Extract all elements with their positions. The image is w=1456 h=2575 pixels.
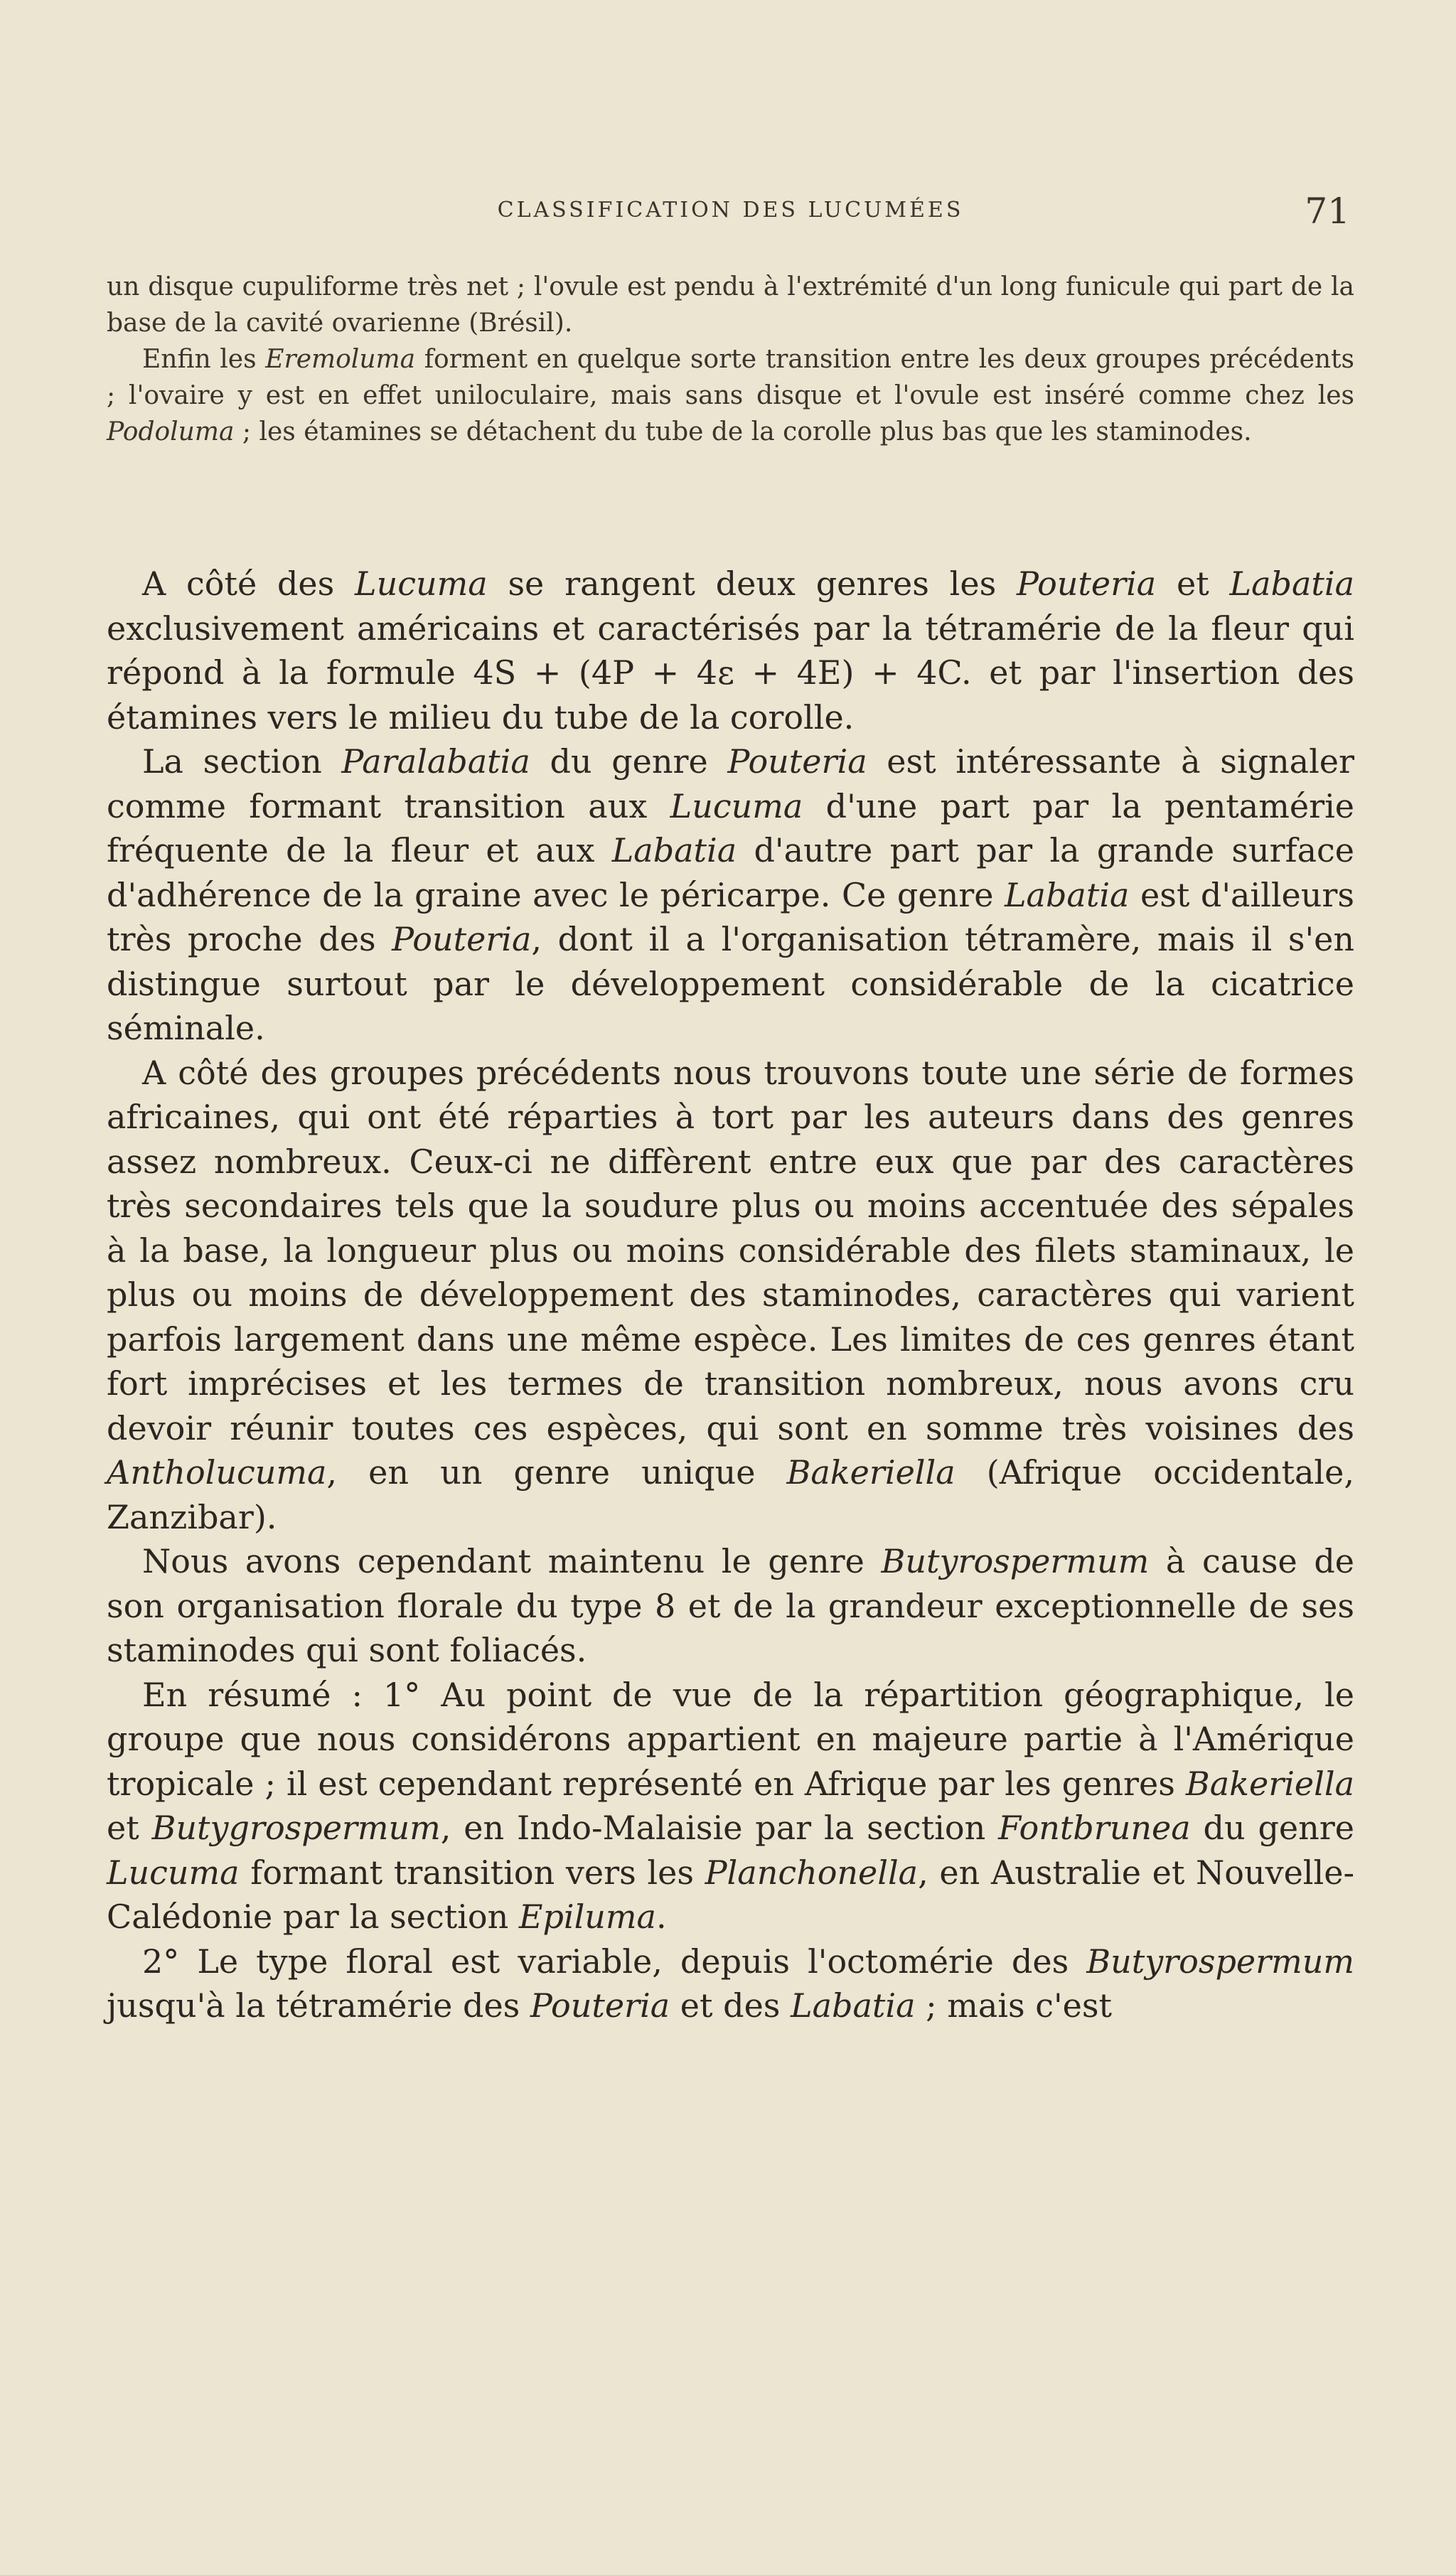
text-run: d'une part par la pentamérie fréquente de la fleur et aux xyxy=(107,786,1354,869)
text-run: ; mais c'est xyxy=(915,1986,1112,2025)
text-run: forment en quelque sorte transition entre les deux groupes précédents ; l'ovaire y est en effet uniloculaire, mais sans disque et l'ovule est inséré comme chez les xyxy=(107,345,1354,410)
text-run: un disque cupuliforme très net ; l'ovule est pendu à l'extrémité d'un long funicule qui part de la base de la cavité ovarienne (Brésil). xyxy=(107,272,1354,338)
paragraph-3 xyxy=(107,1051,1354,1540)
italic-term: Podoluma xyxy=(107,417,235,446)
text-run: Enfin les xyxy=(142,345,266,374)
italic-term: Bakeriella xyxy=(786,1453,956,1492)
text-run: jusqu'à la tétramérie des xyxy=(107,1986,530,2025)
italic-term: Butyrospermum xyxy=(881,1542,1150,1580)
text-run: formant transition vers les xyxy=(239,1853,705,1892)
italic-term: Labatia xyxy=(1005,875,1130,914)
text-run: et xyxy=(107,1809,152,1847)
italic-term: Pouteria xyxy=(530,1986,670,2025)
text-run: Nous avons cependant maintenu le genre xyxy=(142,1542,882,1580)
paragraph-5 xyxy=(107,1673,1354,1939)
text-run: (Afrique occidentale, Zanzibar). xyxy=(107,1453,1354,1536)
main-text-block xyxy=(107,562,1354,2028)
text-run: En résumé : 1° Au point de vue de la répartition géographique, le groupe que nous considérons appartient en majeure partie à l'Amérique tropicale ; il est cependant représenté en Afrique par les genres xyxy=(107,1675,1354,1803)
text-run: d'autre part par la grande surface d'adhérence de la graine avec le péricarpe. Ce genre xyxy=(107,831,1355,914)
italic-term: Planchonella xyxy=(705,1853,919,1892)
italic-term: Pouteria xyxy=(1016,564,1157,603)
italic-term: Eremoluma xyxy=(265,345,416,374)
text-run: est d'ailleurs très proche des xyxy=(107,875,1354,958)
text-run: La section xyxy=(142,742,342,781)
small-print-block xyxy=(107,269,1354,450)
paragraph-1 xyxy=(107,562,1354,739)
italic-term: Butygrospermum xyxy=(151,1809,441,1847)
text-run: 2° Le type floral est variable, depuis l'octomérie des xyxy=(142,1942,1087,1981)
text-run: exclusivement américains et caractérisés par la tétramérie de la fleur qui répond à la formule 4S + (4P + 4ε + 4E) + 4C. et par l'insertion des étamines vers le milieu du tube de la corolle. xyxy=(107,609,1354,737)
italic-term: Labatia xyxy=(611,831,737,869)
italic-term: Butyrospermum xyxy=(1086,1942,1354,1981)
text-run: du genre xyxy=(530,742,728,781)
text-run: et xyxy=(1156,564,1230,603)
italic-term: Lucuma xyxy=(107,1853,240,1892)
text-run: . xyxy=(655,1897,667,1936)
running-title: CLASSIFICATION DES LUCUMÉES xyxy=(497,198,964,223)
text-run: , en Australie et Nouvelle-Calédonie par la section xyxy=(107,1853,1354,1936)
text-run: du genre xyxy=(1190,1809,1354,1847)
italic-term: Pouteria xyxy=(727,742,867,781)
text-run: A côté des groupes précédents nous trouvons toute une série de formes africaines, qui ont été réparties à tort par les auteurs dans des genres assez nombreux. Ceux-ci ne diffèrent entre eux que par des caractères très secondaires tels que la soudure plus ou moins accentuée des sépales à la base, la longueur plus ou moins considérable des filets staminaux, le plus ou moins de développement des staminodes, caractères qui varient parfois largement dans une même espèce. Les limites de ces genres étant fort imprécises et les termes de transition nombreux, nous avons cru devoir réunir toutes ces espèces, qui sont en somme très voisines des xyxy=(107,1053,1354,1447)
text-run: se rangent deux genres les xyxy=(487,564,1017,603)
text-run: à cause de son organisation florale du type 8 et de la grandeur exceptionnelle de ses staminodes qui sont foliacés. xyxy=(107,1542,1354,1669)
italic-term: Fontbrunea xyxy=(998,1809,1191,1847)
text-run: , en un genre unique xyxy=(326,1453,787,1492)
paragraph-6 xyxy=(107,1939,1354,2028)
small-paragraph-1 xyxy=(107,269,1354,341)
small-paragraph-2 xyxy=(107,341,1354,450)
text-run: et des xyxy=(670,1986,791,2025)
italic-term: Bakeriella xyxy=(1185,1764,1354,1803)
paragraph-2 xyxy=(107,739,1354,1051)
italic-term: Paralabatia xyxy=(341,742,530,781)
text-run: , en Indo-Malaisie par la section xyxy=(440,1809,999,1847)
text-run: A côté des xyxy=(142,564,355,603)
italic-term: Lucuma xyxy=(355,564,488,603)
page-number: 71 xyxy=(1305,191,1350,232)
text-run: ; les étamines se détachent du tube de la corolle plus bas que les staminodes. xyxy=(234,417,1252,446)
italic-term: Lucuma xyxy=(670,786,803,825)
text-run: est intéressante à signaler comme formant transition aux xyxy=(107,742,1355,825)
paragraph-4 xyxy=(107,1539,1354,1673)
italic-term: Epiluma xyxy=(518,1897,656,1936)
italic-term: Labatia xyxy=(791,1986,916,2025)
italic-term: Labatia xyxy=(1229,564,1355,603)
italic-term: Pouteria xyxy=(392,920,532,958)
text-run: , dont il a l'organisation tétramère, mais il s'en distingue surtout par le développement considérable de la cicatrice séminale. xyxy=(107,920,1355,1047)
page-header xyxy=(107,191,1354,233)
italic-term: Antholucuma xyxy=(107,1453,327,1492)
